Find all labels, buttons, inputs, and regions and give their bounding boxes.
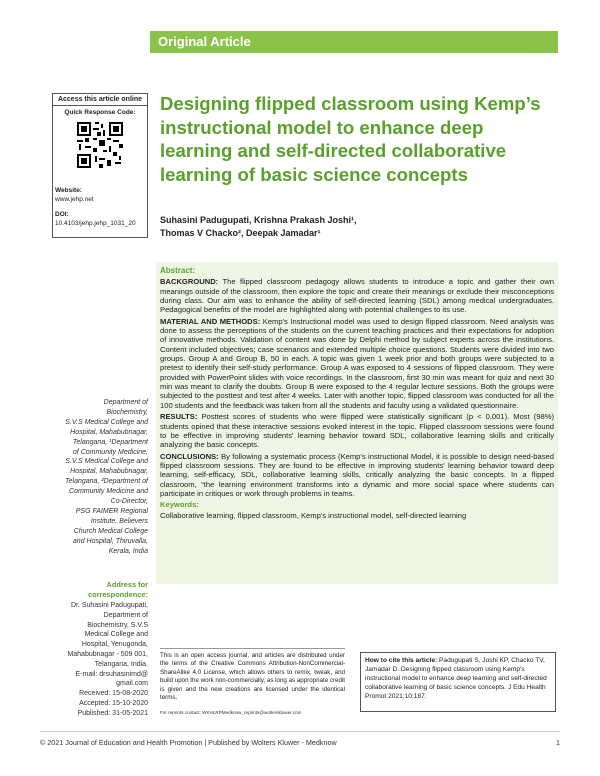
doi-label: DOI: bbox=[55, 211, 69, 218]
affiliation-line: Institute, Believers bbox=[90, 517, 148, 525]
results-label: RESULTS: bbox=[160, 412, 198, 422]
conclusions-text: By following a systematic process (Kemp's instructional Model, it is possible to design need-based flipped classroom sessions. They are found to be effective in improving students' learning behavior toward deep learning, self-efficacy, SDL, collaborative learning skills, critically analyzing the basic concepts. In a flipped classroom, “the learning environment transforms into a dynamic and more social space where students can participate in critiques or work through problems in teams. bbox=[160, 451, 554, 498]
article-dates bbox=[40, 689, 148, 718]
doi-link[interactable]: 10.4103/jehp.jehp_1031_20 bbox=[55, 220, 136, 227]
affiliation-line: Kerala, India bbox=[108, 547, 148, 555]
methods-label: MATERIAL AND METHODS: bbox=[160, 316, 261, 326]
abstract-heading: Abstract: bbox=[160, 266, 196, 275]
background-label: BACKGROUND: bbox=[160, 277, 219, 287]
access-meta bbox=[55, 186, 147, 228]
affiliation-line: Hospital, Mahabubnagar, bbox=[70, 468, 148, 476]
address-line: Telangana, India. bbox=[94, 660, 148, 668]
affiliation-line: of Community Medicine, bbox=[72, 448, 148, 456]
affiliation-line: Co-Director, bbox=[110, 498, 148, 506]
affiliation-line: S.V.S Medical College and bbox=[65, 458, 148, 466]
affiliation-line: and Hospital, Thiruvalla, bbox=[72, 537, 148, 545]
affiliation-line: Telangana, ²Department of bbox=[64, 478, 148, 486]
page-number: 1 bbox=[556, 738, 560, 747]
affiliation-line: Community Medicine and bbox=[69, 488, 148, 496]
abstract-methods bbox=[160, 317, 554, 410]
affiliation-line: Biochemistry, bbox=[106, 408, 148, 416]
qr-code-icon[interactable] bbox=[75, 120, 125, 170]
address-line: Dr. Suhasini Padugupati, bbox=[70, 602, 148, 609]
abstract-background bbox=[160, 277, 554, 314]
website-label: Website: bbox=[55, 187, 82, 194]
affiliation-line: PSG FAIMER Regional bbox=[75, 507, 148, 515]
results-text: Posttest scores of students who were flipped were statistically significant (p < 0.001). Most (98%) students opined that these interactive sessions evoked interest in the topic. Flipped classroom sessions were found to be effective in improving students' learning behavior toward SDL, collaborative learning skills and critically analyzing the basic concepts. bbox=[160, 412, 554, 450]
email-line[interactable]: gmail.com bbox=[116, 680, 148, 688]
abstract-conclusions bbox=[160, 452, 554, 499]
authors-line-1: Suhasini Padugupati, Krishna Prakash Joshi¹, bbox=[160, 215, 357, 225]
access-header: Access this article online bbox=[53, 94, 147, 106]
footer-text: © 2021 Journal of Education and Health Promotion | Published by Wolters Kluwer - Medknow bbox=[40, 738, 337, 747]
accepted-date: Accepted: 15-10-2020 bbox=[79, 699, 148, 707]
license-text: This is an open access journal, and articles are distributed under the terms of the Creative Commons Attribution-NonCommercial-ShareAlike 4.0 License, which allows others to remix, tweak, and build upon the work non-commercially, as long as appropriate credit is given and the new creations are licensed under the identical terms. bbox=[160, 648, 345, 702]
authors-line-2: Thomas V Chacko², Deepak Jamadar¹ bbox=[160, 228, 321, 238]
conclusions-label: CONCLUSIONS: bbox=[160, 451, 219, 461]
address-line: Medical College and bbox=[84, 631, 148, 639]
keywords-text: Collaborative learning, flipped classroom, Kemp's instructional model, self-directed learning bbox=[160, 510, 467, 520]
affiliation-line: Telangana, ¹Department bbox=[72, 438, 148, 446]
citation-label: How to cite this article: bbox=[365, 657, 438, 664]
correspondence-heading-1: Address for bbox=[106, 580, 148, 589]
address-line: Biochemistry, S.V.S bbox=[87, 621, 148, 629]
affiliation-line: S.V.S Medical College and bbox=[65, 418, 148, 426]
address-line: Department of bbox=[103, 611, 148, 619]
affiliation-line: Department of bbox=[103, 399, 148, 406]
published-date: Published: 31-05-2021 bbox=[77, 709, 148, 717]
article-type-banner: Original Article bbox=[150, 31, 558, 53]
address-line: Mahabubnagar - 509 001, bbox=[67, 650, 148, 658]
abstract-results bbox=[160, 412, 554, 449]
website-link[interactable]: www.jehp.net bbox=[55, 196, 94, 203]
keywords-heading: Keywords: bbox=[160, 500, 199, 510]
affiliation-line: Hospital, Mahabubnagar, bbox=[70, 428, 148, 436]
email-line[interactable]: E-mail: drsuhasinimd@ bbox=[75, 670, 148, 678]
article-title: Designing flipped classroom using Kemp’s instructional model to enhance deep learning and self-directed collaborative learning of basic science concepts bbox=[160, 93, 541, 185]
received-date: Received: 15-08-2020 bbox=[79, 690, 148, 697]
address-line: Hospital, Yenugonda, bbox=[81, 641, 148, 649]
correspondence-address bbox=[40, 601, 148, 689]
qr-label: Quick Response Code: bbox=[64, 109, 136, 116]
citation-box bbox=[360, 652, 556, 712]
affiliations bbox=[30, 398, 148, 557]
background-text: The flipped classroom pedagogy allows students to introduce a topic and gather their own meanings outside of the classroom, then explore the topic and create their meanings or exclude their misconceptions during class. Our aim was to enhance the ability of self-directed learning (SDL) among medical undergraduates. Pedagogical benefits of the model are highlighted along with potential challenges to its use. bbox=[160, 277, 554, 315]
affiliation-line: Church Medical College bbox=[73, 527, 148, 535]
correspondence-heading-2: correspondence: bbox=[88, 589, 148, 599]
page-footer bbox=[40, 731, 560, 747]
citation-text: Padugupati S, Joshi KP, Chacko TV, Jamadar D. Designing flipped classroom using Kemp's instructional model to enhance deep learning and self-directed collaborative learning of basic science concepts. J Edu Health Promot 2021;10:187. bbox=[365, 657, 547, 700]
abstract-box bbox=[156, 262, 558, 584]
reprints-contact[interactable]: For reprints contact: WKHLRPMedknow_reprints@wolterskluwer.com bbox=[160, 710, 302, 715]
author-list bbox=[160, 214, 560, 240]
methods-text: Kemp's Instructional model was used to design flipped classroom. Need analysis was done to assess the perceptions of the students on the current teaching practices and their expectations for adoption of innovative methods. Validation of content was done by Delphi method by subject experts across the institutions. Content included objectives; case scenarios and extended multiple choice questions. Students were divided into two groups. Group A and Group B, 50 in each. A topic was given 1 week prior and both groups were subjected to a pretest to identify their self-study performance. Group A was exposed to 4 sessions of flipped classroom. They were provided with PowerPoint slides with voice recordings. In the classroom, first 30 min was meant for quiz and next 30 min was meant to clarify the doubts. Group B were exposed to the 4 regular lecture sessions. Both the groups were subjected to the posttest and test after 4 weeks. Later with another topic, flipped classroom was conducted for all the 100 students and the feedback was taken from all the students and faculty using a validated questionnaire. bbox=[160, 316, 554, 410]
correspondence-heading bbox=[60, 580, 148, 599]
